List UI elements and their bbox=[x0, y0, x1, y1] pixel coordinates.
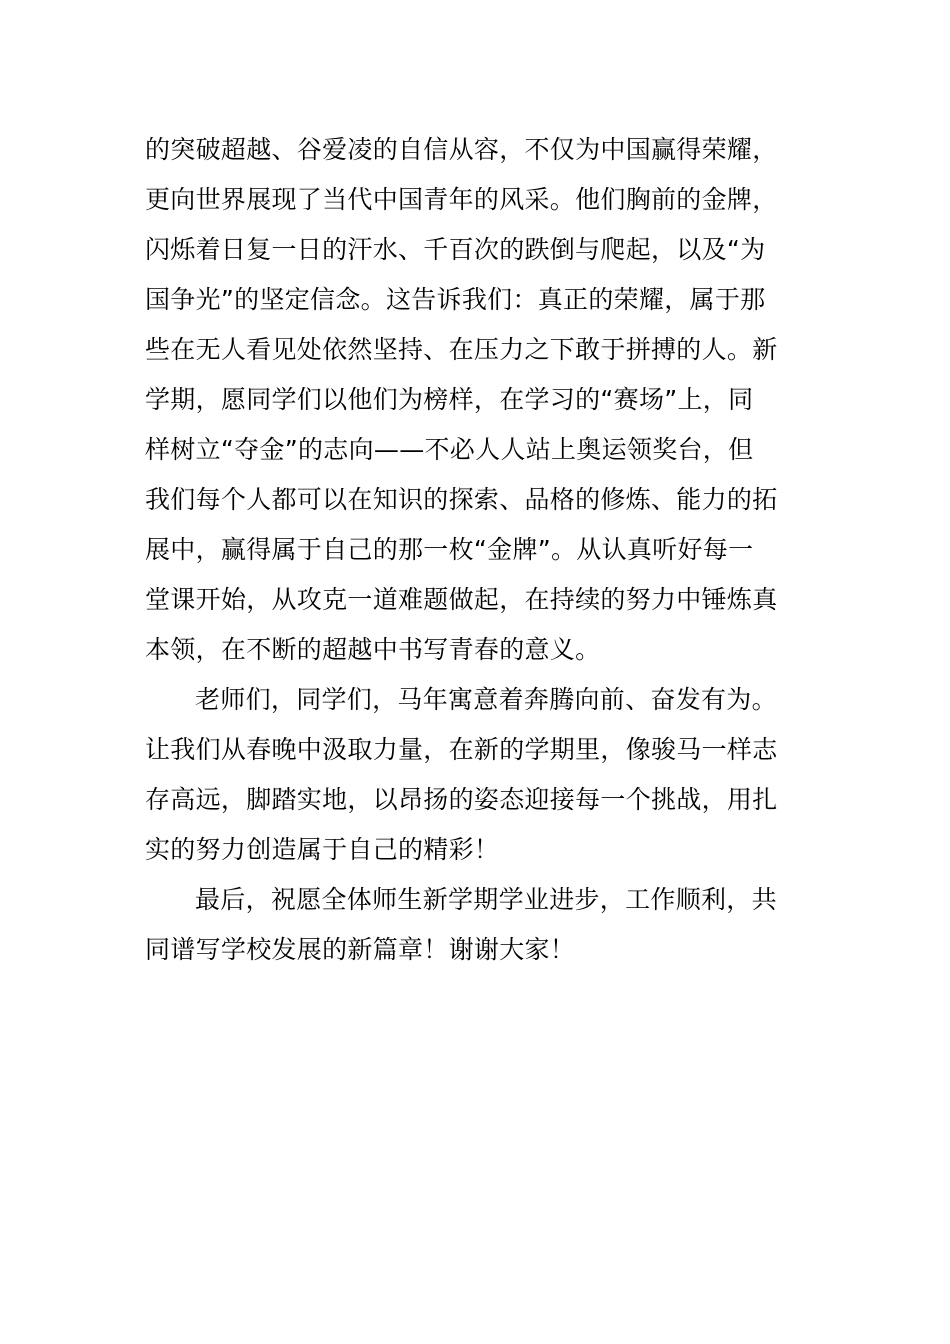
text-line: 同谱写学校发展的新篇章！谢谢大家！ bbox=[145, 935, 576, 964]
text-line: 更向世界展现了当代中国青年的风采。他们胸前的金牌， bbox=[145, 185, 778, 214]
paragraph-1 bbox=[145, 125, 790, 675]
text-line: 展中，赢得属于自己的那一枚“金牌”。从认真听好每一 bbox=[145, 535, 754, 564]
text-line: 老师们，同学们，马年寓意着奔腾向前、奋发有为。 bbox=[195, 685, 777, 714]
text-line: 让我们从春晚中汲取力量，在新的学期里，像骏马一样志 bbox=[145, 735, 778, 764]
text-line: 我们每个人都可以在知识的探索、品格的修炼、能力的拓 bbox=[145, 485, 778, 514]
paragraph-2 bbox=[145, 675, 790, 875]
text-line: 堂课开始，从攻克一道难题做起，在持续的努力中锤炼真 bbox=[145, 585, 778, 614]
text-line: 的突破超越、谷爱凌的自信从容，不仅为中国赢得荣耀， bbox=[145, 135, 778, 164]
text-line: 国争光”的坚定信念。这告诉我们：真正的荣耀，属于那 bbox=[145, 285, 766, 314]
text-line: 实的努力创造属于自己的精彩！ bbox=[145, 835, 500, 864]
text-line: 最后，祝愿全体师生新学期学业进步，工作顺利，共 bbox=[195, 885, 777, 914]
text-line: 本领，在不断的超越中书写青春的意义。 bbox=[145, 635, 601, 664]
text-line: 闪烁着日复一日的汗水、千百次的跌倒与爬起，以及“为 bbox=[145, 235, 766, 264]
text-line: 些在无人看见处依然坚持、在压力之下敢于拼搏的人。新 bbox=[145, 335, 778, 364]
text-line: 学期，愿同学们以他们为榜样，在学习的“赛场”上，同 bbox=[145, 385, 754, 414]
text-line: 样树立“夺金”的志向——不必人人站上奥运领奖台，但 bbox=[145, 435, 754, 464]
text-line: 存高远，脚踏实地，以昂扬的姿态迎接每一个挑战，用扎 bbox=[145, 785, 778, 814]
document-body bbox=[145, 125, 790, 975]
paragraph-3 bbox=[145, 875, 790, 975]
